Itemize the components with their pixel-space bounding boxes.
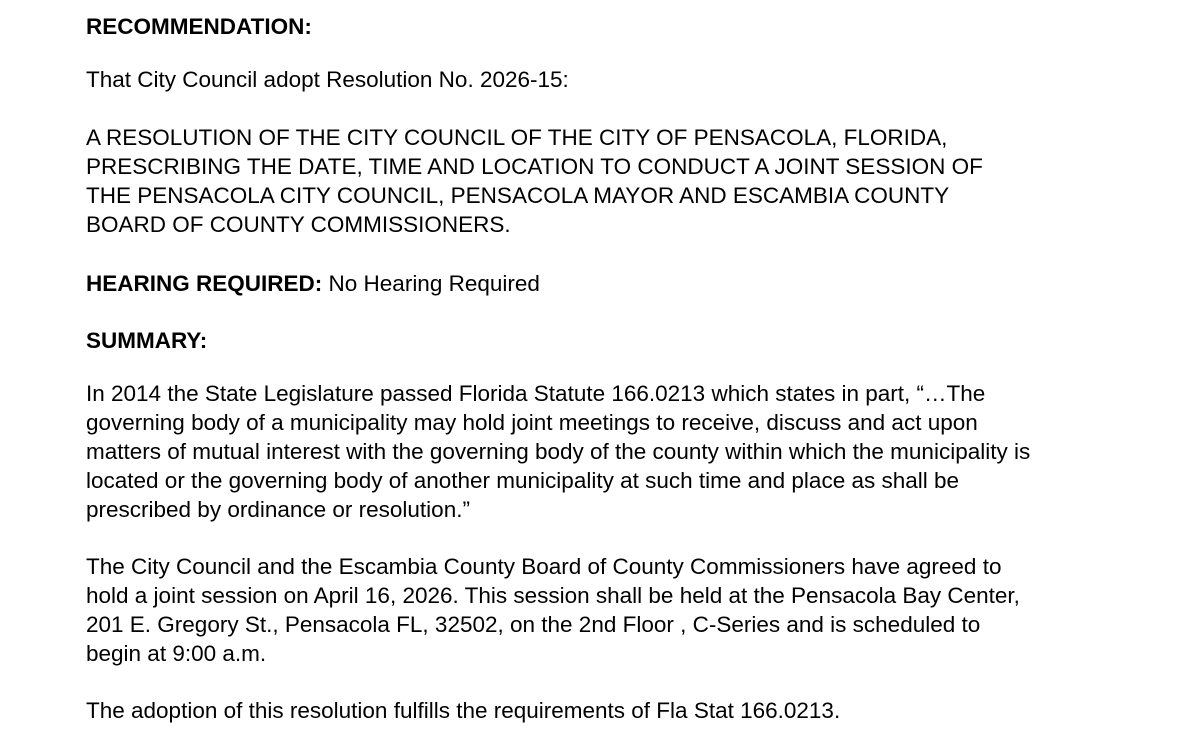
resolution-title-line: A RESOLUTION OF THE CITY COUNCIL OF THE CITY OF PENSACOLA, FLORIDA, bbox=[86, 125, 948, 150]
summary-line: In 2014 the State Legislature passed Florida Statute 166.0213 which states in part, “…The bbox=[86, 381, 986, 406]
summary-line: governing body of a municipality may hold joint meetings to receive, discuss and act upon bbox=[86, 410, 978, 435]
document-body bbox=[86, 12, 1176, 725]
summary-paragraph-session bbox=[86, 552, 1176, 668]
summary-line: 201 E. Gregory St., Pensacola FL, 32502, on the 2nd Floor , C-Series and is scheduled to bbox=[86, 612, 981, 637]
summary-line: matters of mutual interest with the governing body of the county within which the municipality is bbox=[86, 439, 1031, 464]
recommendation-heading: RECOMMENDATION: bbox=[86, 14, 312, 39]
resolution-title bbox=[86, 123, 1176, 239]
summary-line: hold a joint session on April 16, 2026. This session shall be held at the Pensacola Bay Center, bbox=[86, 583, 1020, 608]
summary-paragraph-statute bbox=[86, 379, 1176, 524]
summary-line: begin at 9:00 a.m. bbox=[86, 641, 267, 666]
resolution-title-line: THE PENSACOLA CITY COUNCIL, PENSACOLA MAYOR AND ESCAMBIA COUNTY bbox=[86, 183, 950, 208]
summary-line: prescribed by ordinance or resolution.” bbox=[86, 497, 470, 522]
hearing-required-value: No Hearing Required bbox=[328, 271, 540, 296]
summary-heading: SUMMARY: bbox=[86, 328, 208, 353]
recommendation-intro: That City Council adopt Resolution No. 2026-15: bbox=[86, 67, 569, 92]
summary-line: The City Council and the Escambia County Board of County Commissioners have agreed to bbox=[86, 554, 1002, 579]
resolution-title-line: PRESCRIBING THE DATE, TIME AND LOCATION TO CONDUCT A JOINT SESSION OF bbox=[86, 154, 983, 179]
summary-line: located or the governing body of another municipality at such time and place as shall be bbox=[86, 468, 960, 493]
hearing-required bbox=[86, 269, 1176, 298]
resolution-title-line: BOARD OF COUNTY COMMISSIONERS. bbox=[86, 212, 511, 237]
summary-paragraph-adoption: The adoption of this resolution fulfills the requirements of Fla Stat 166.0213. bbox=[86, 698, 841, 723]
hearing-required-label: HEARING REQUIRED: bbox=[86, 271, 323, 296]
